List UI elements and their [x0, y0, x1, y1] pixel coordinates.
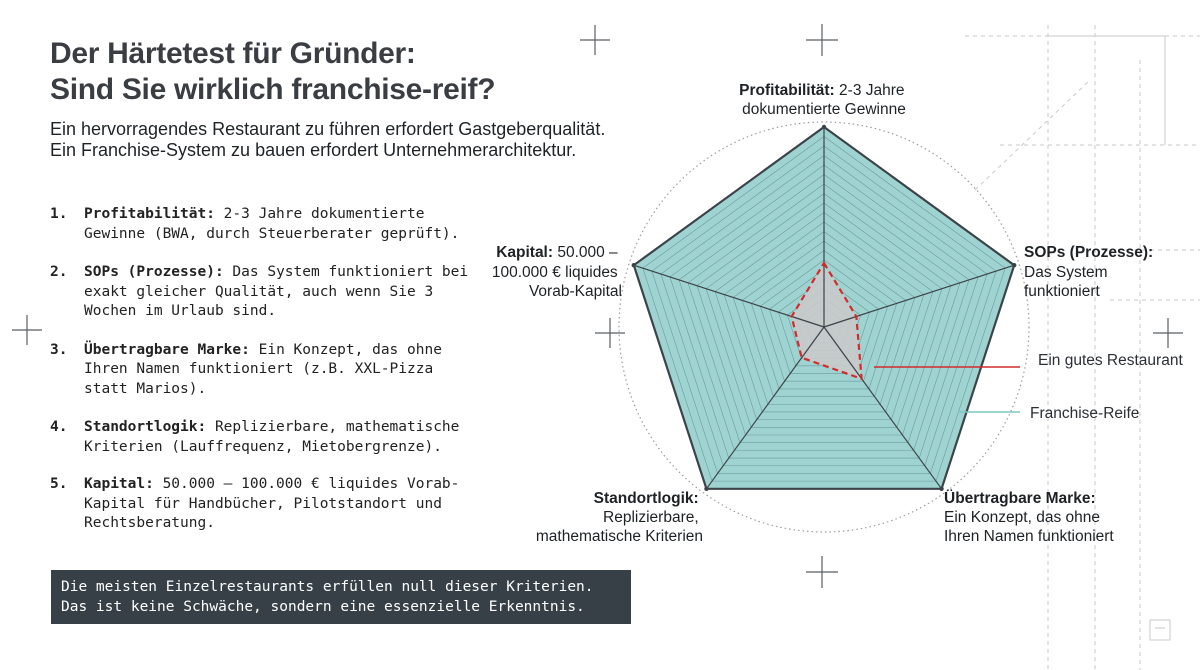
series-franchise-vertex [704, 487, 708, 491]
axis-label-marke: Übertragbare Marke: Ein Konzept, das ohne Ihren Namen funktioniert [944, 490, 1114, 545]
axis-label-kapital: Kapital: 50.000 – 100.000 € liquides Vorab-Kapital [491, 244, 622, 300]
list-item: 1. Profitabilität: 2-3 Jahre dokumentierte Gewinne (BWA, durch Steuerberater geprüft). [50, 206, 460, 242]
axis-label-profitabilitaet: Profitabilität: 2-3 Jahre dokumentierte Gewinne [739, 82, 906, 118]
list-item: 3. Übertragbare Marke: Ein Konzept, das ohne Ihren Namen funktioniert (z.B. XXL-Pizza statt Marios). [50, 341, 442, 397]
series-franchise-vertex [632, 263, 636, 267]
list-item: 2. SOPs (Prozesse): Das System funktioniert bei exakt gleicher Qualität, auch wenn Sie 3 Wochen im Urlaub sind. [50, 264, 469, 319]
list-item: 5. Kapital: 50.000 – 100.000 € liquides Vorab-Kapital für Handbücher, Pilotstandort und Rechtsberatung. [50, 476, 460, 531]
page-title: Der Härtetest für Gründer: Sind Sie wirklich franchise-reif? [50, 37, 496, 106]
legend-label-franchise: Franchise-Reife [1030, 405, 1140, 422]
conclusion-note: Die meisten Einzelrestaurants erfüllen null dieser Kriterien. Das ist keine Schwäche, sondern eine essenzielle Erkenntnis. [51, 570, 631, 624]
axis-label-sops: SOPs (Prozesse): Das System funktioniert [1024, 244, 1154, 300]
list-item: 4. Standortlogik: Replizierbare, mathematische Kriterien (Lauffrequenz, Mietobergrenze). [50, 419, 460, 455]
series-franchise-vertex [1012, 263, 1016, 267]
page-subtitle: Ein hervorragendes Restaurant zu führen erfordert Gastgeberqualität. Ein Franchise-System zu bauen erfordert Unternehmerarchitektur. [50, 119, 606, 160]
series-franchise-vertex [822, 125, 826, 129]
axis-label-standortlogik: Standortlogik: Replizierbare, mathematische Kriterien [535, 490, 703, 545]
legend-label-restaurant: Ein gutes Restaurant [1038, 352, 1183, 369]
